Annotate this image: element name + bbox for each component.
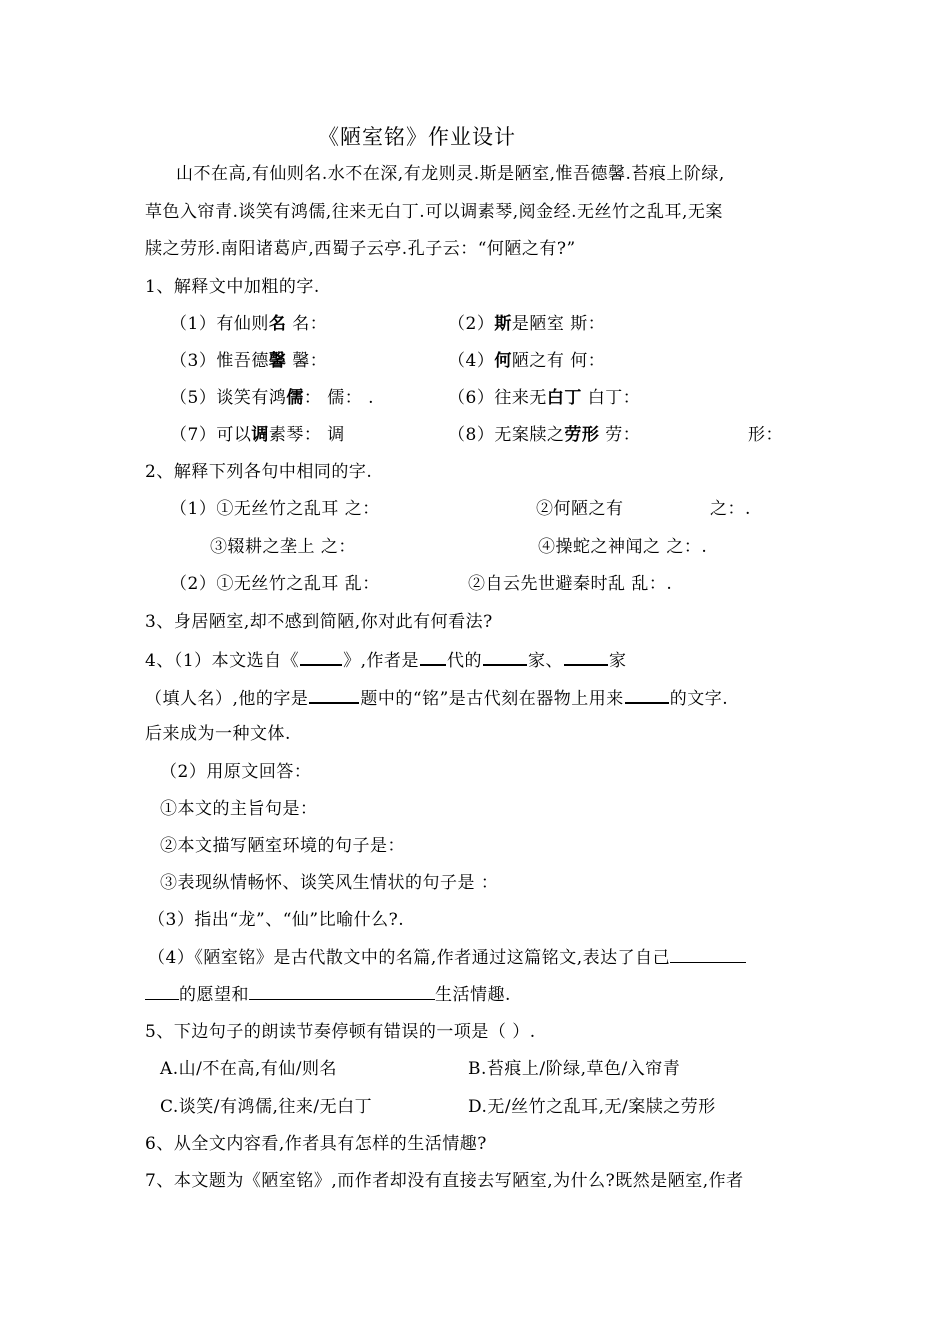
- question-5-heading: 5、下边句子的朗读节奏停顿有错误的一项是（ ）.: [145, 1022, 536, 1042]
- q1-item-8: （8）无案牍之劳形 劳：: [448, 425, 641, 445]
- blank-book-title[interactable]: [300, 648, 342, 666]
- q4-line-10: 的愿望和 生活情趣.: [145, 983, 511, 1006]
- blank-wish-part-1[interactable]: [670, 946, 746, 963]
- q5-option-a: A.山/不在高,有仙/则名: [160, 1059, 338, 1079]
- q5-option-b: B.苔痕上/阶绿,草色/入帘青: [468, 1059, 681, 1079]
- passage-line-2: 草色入帘青.谈笑有鸿儒,往来无白丁.可以调素琴,阅金经.无丝竹之乱耳,无案: [145, 202, 723, 222]
- blank-identity-1[interactable]: [483, 648, 527, 666]
- q1-item-4: （4）何陋之有 何：: [448, 351, 606, 371]
- q1-item-2: （2）斯是陋室 斯：: [448, 314, 606, 334]
- q4-line-2: （填人名）,他的字是 题中的“铭”是古代刻在器物上用来 的文字.: [145, 686, 728, 710]
- question-3: 3、身居陋室,却不感到简陋,你对此有何看法?: [145, 612, 493, 632]
- q4-line-9: （4）《陋室铭》是古代散文中的名篇,作者通过这篇铭文,表达了自己: [148, 946, 746, 969]
- q4-line-6: ②本文描写陋室环境的句子是：: [160, 836, 405, 856]
- blank-identity-2[interactable]: [564, 648, 608, 666]
- q4-line-5: ①本文的主旨句是：: [160, 799, 318, 819]
- q2-row1-c: 之：.: [710, 499, 751, 519]
- question-6: 6、从全文内容看,作者具有怎样的生活情趣?: [145, 1134, 487, 1154]
- question-7: 7、本文题为《陋室铭》,而作者却没有直接去写陋室,为什么?既然是陋室,作者: [145, 1171, 744, 1191]
- question-2-heading: 2、解释下列各句中相同的字.: [145, 462, 373, 482]
- q4-line-3: 后来成为一种文体.: [145, 724, 291, 744]
- q2-row2-b: ④操蛇之神闻之 之：.: [538, 537, 708, 557]
- q1-item-6: （6）往来无白丁 白丁：: [448, 388, 641, 408]
- q4-line-7: ③表现纵情畅怀、谈笑风生情状的句子是 ：: [160, 873, 499, 893]
- blank-dynasty[interactable]: [420, 648, 446, 666]
- question-1-heading: 1、解释文中加粗的字.: [145, 277, 320, 297]
- q1-item-5: （5）谈笑有鸿儒： 儒： .: [170, 388, 375, 408]
- blank-interest[interactable]: [249, 983, 435, 1000]
- q1-item-7: （7）可以调素琴： 调: [170, 425, 345, 445]
- q2-row1-b: ②何陋之有: [536, 499, 624, 519]
- q1-item-3: （3）惟吾德馨 馨：: [170, 351, 328, 371]
- blank-wish-part-2[interactable]: [145, 983, 179, 1000]
- q4-line-1: 4、（1）本文选自《 》,作者是 代的 家、 家: [145, 648, 627, 672]
- q1-item-1: （1）有仙则名 名：: [170, 314, 328, 334]
- passage-line-1: 山不在高,有仙则名.水不在深,有龙则灵.斯是陋室,惟吾德馨.苔痕上阶绿,: [176, 164, 725, 184]
- q2-row3-b: ②自云先世避秦时乱 乱：.: [468, 574, 673, 594]
- blank-purpose[interactable]: [625, 686, 669, 704]
- q2-row1-a: （1）①无丝竹之乱耳 之：: [170, 499, 380, 519]
- page-title: 《陋室铭》作业设计: [318, 125, 516, 149]
- q5-option-d: D.无/丝竹之乱耳,无/案牍之劳形: [468, 1097, 716, 1117]
- q2-row3-a: （2）①无丝竹之乱耳 乱：: [170, 574, 380, 594]
- q5-option-c: C.谈笑/有鸿儒,往来/无白丁: [160, 1097, 373, 1117]
- q4-line-4: （2）用原文回答：: [160, 762, 312, 782]
- blank-courtesy-name[interactable]: [309, 686, 359, 704]
- q1-item-8-extra: 形：: [748, 425, 783, 445]
- passage-line-3: 牍之劳形.南阳诸葛庐,西蜀子云亭.孔子云：“何陋之有?”: [145, 239, 576, 259]
- q2-row2-a: ③辍耕之垄上 之：: [210, 537, 356, 557]
- q4-line-8: （3）指出“龙”、“仙”比喻什么?.: [148, 910, 405, 930]
